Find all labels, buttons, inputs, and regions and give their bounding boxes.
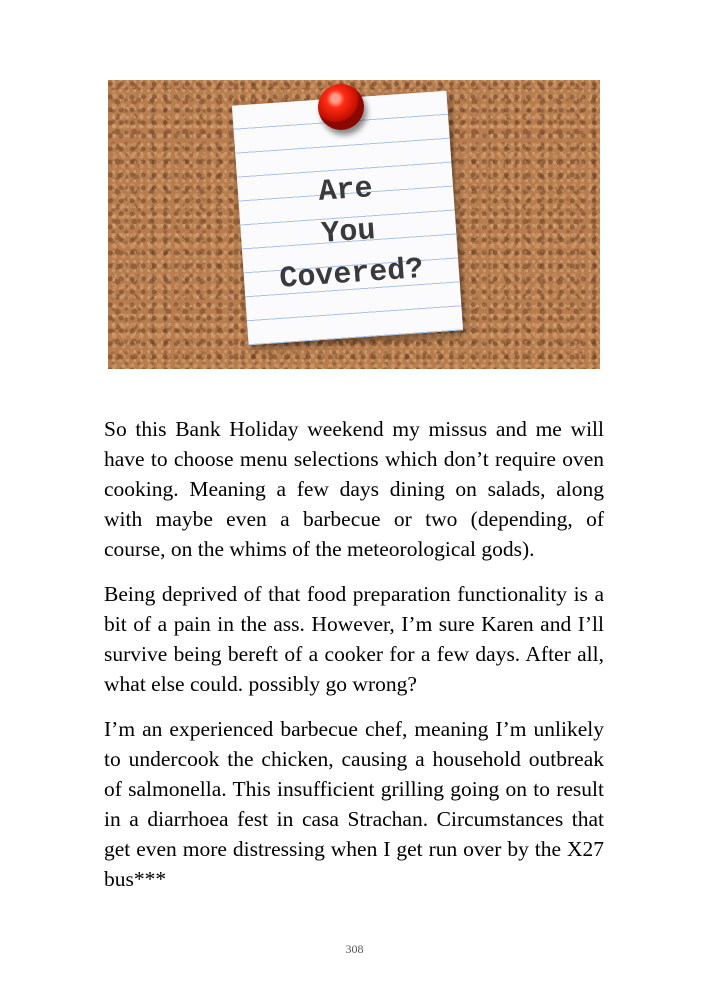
corkboard-photo [108,80,600,369]
paragraph-2: Being deprived of that food preparation functionality is a bit of a pain in the ass. However, I’m sure Karen and I’ll survive being bereft of a cooker for a few days. After all, what else could. possibly go wrong? [104,582,604,696]
note-line-3: Covered? [278,252,425,297]
note-text [237,163,460,304]
red-pushpin-icon [318,84,364,130]
body-text [104,414,604,909]
paragraph-1: So this Bank Holiday weekend my missus and me will have to choose menu selections which don’t require oven cooking. Meaning a few days dining on salads, along with maybe even a barbecue or two (depending, of course, on the whims of the meteorological gods). [104,417,604,561]
note-line-2: You [320,214,377,252]
note-line-1: Are [317,172,374,210]
paragraph-3: I’m an experienced barbecue chef, meaning I’m unlikely to undercook the chicken, causing a household outbreak of salmonella. This insufficient grilling going on to result in a diarrhoea fest in casa Strachan. Circumstances that get even more distressing when I get run over by the X27 bus*** [104,717,604,891]
page-number: 308 [345,942,364,956]
